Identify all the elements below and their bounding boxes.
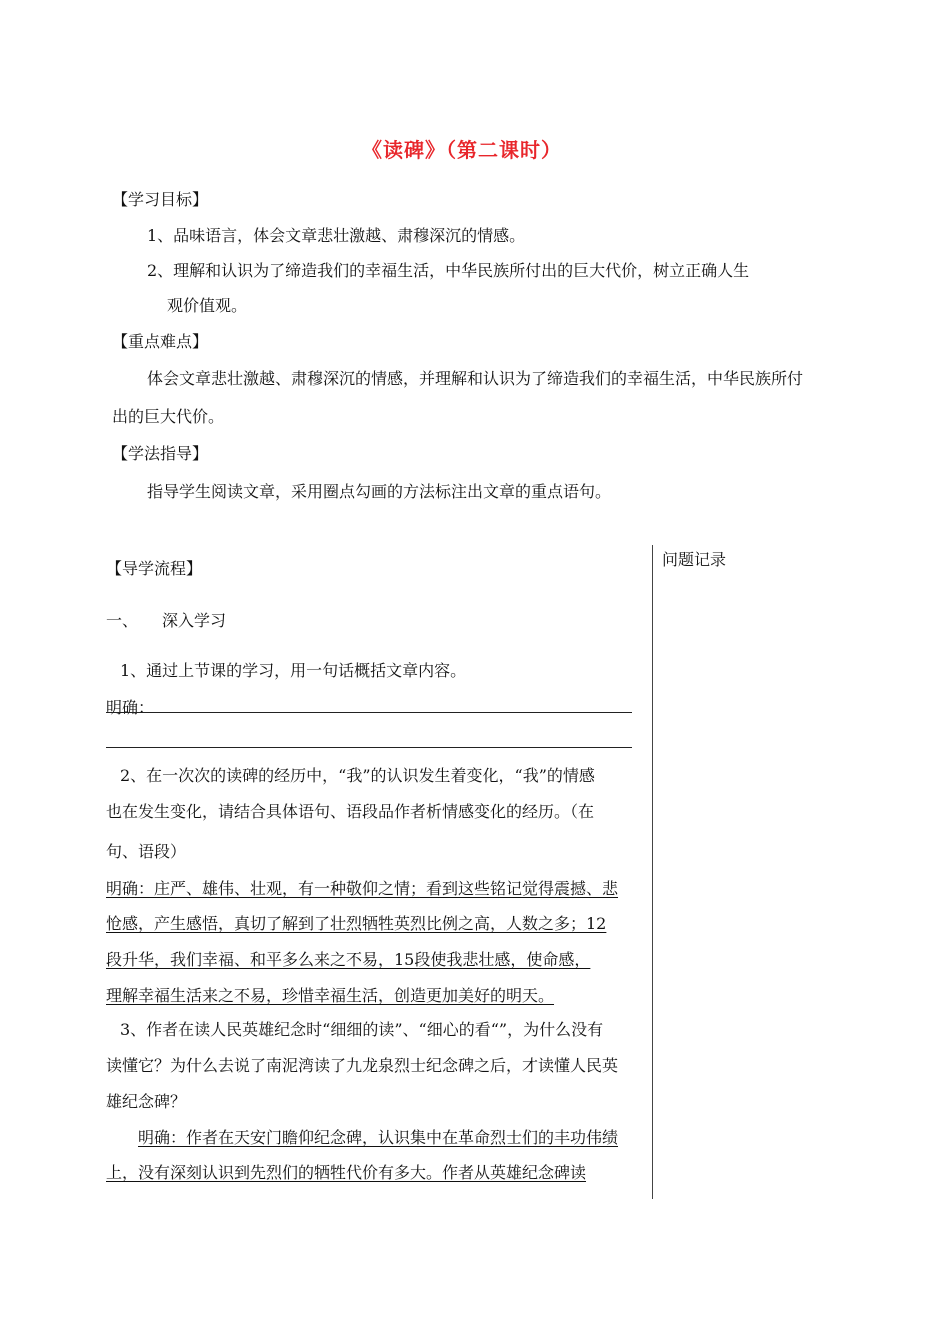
- answer-1-line-1: [106, 712, 632, 713]
- key-points-heading: 【重点难点】: [112, 332, 209, 351]
- answer-3-line-1: 明确：作者在天安门瞻仰纪念碑，认识集中在革命烈士们的丰功伟绩: [138, 1128, 619, 1147]
- section-1-number: 一、: [106, 611, 139, 630]
- key-points-line-2: 出的巨大代价。: [112, 407, 225, 426]
- objective-item-1: 1、品味语言，体会文章悲壮激越、肃穆深沉的情感。: [147, 226, 526, 245]
- answer-1-line-2: [106, 747, 632, 748]
- key-points-line-1: 体会文章悲壮激越、肃穆深沉的情感，并理解和认识为了缔造我们的幸福生活，中华民族所付: [147, 369, 804, 388]
- question-2-line-2: 也在发生变化，请结合具体语句、语段品作者析情感变化的经历。（在: [106, 802, 595, 821]
- question-3-line-3: 雄纪念碑？: [106, 1092, 187, 1111]
- method-text: 指导学生阅读文章，采用圈点勾画的方法标注出文章的重点语句。: [147, 482, 612, 501]
- question-3-line-1: 3、作者在读人民英雄纪念时“细细的读”、“细心的看“”，为什么没有: [120, 1020, 604, 1039]
- notes-column-divider: [652, 545, 653, 1199]
- answer-2-line-2: 怆感，产生感悟，真切了解到了壮烈牺牲英烈比例之高，人数之多；12: [106, 914, 607, 933]
- objective-item-2-line-1: 2、理解和认识为了缔造我们的幸福生活，中华民族所付出的巨大代价，树立正确人生: [147, 261, 750, 280]
- question-3-line-2: 读懂它？为什么去说了南泥湾读了九龙泉烈士纪念碑之后，才读懂人民英: [106, 1056, 619, 1075]
- process-heading: 【导学流程】: [106, 559, 203, 578]
- question-2-line-3: 句、语段）: [106, 842, 187, 861]
- answer-1-label: 明确：: [106, 698, 155, 717]
- answer-2-line-3: 段升华，我们幸福、和平多么来之不易，15段使我悲壮感，使命感，: [106, 950, 591, 969]
- objective-item-2-line-2: 观价值观。: [167, 296, 248, 315]
- question-2-line-1: 2、在一次次的读碑的经历中，“我”的认识发生着变化，“我”的情感: [120, 766, 595, 785]
- answer-3-line-2: 上，没有深刻认识到先烈们的牺牲代价有多大。作者从英雄纪念碑读: [106, 1163, 587, 1182]
- section-1-title: 深入学习: [162, 611, 227, 630]
- answer-2-line-1: 明确：庄严、雄伟、壮观，有一种敬仰之情；看到这些铭记觉得震撼、悲: [106, 879, 619, 898]
- objectives-heading: 【学习目标】: [112, 190, 209, 209]
- method-heading: 【学法指导】: [112, 444, 209, 463]
- question-1: 1、通过上节课的学习，用一句话概括文章内容。: [120, 661, 467, 680]
- page-title: 《读碑》（第二课时）: [362, 138, 562, 162]
- answer-2-line-4: 理解幸福生活来之不易，珍惜幸福生活，创造更加美好的明天。: [106, 986, 555, 1005]
- notes-column-label: 问题记录: [662, 550, 727, 569]
